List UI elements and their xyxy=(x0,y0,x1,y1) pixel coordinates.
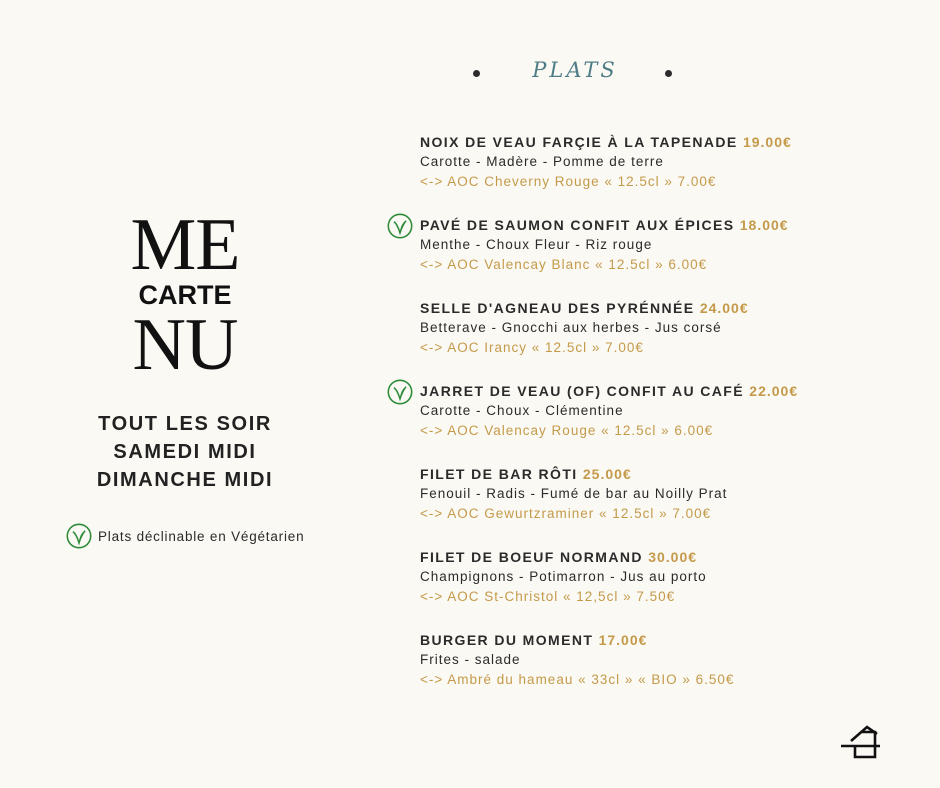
vegetarian-leaf-icon xyxy=(387,379,413,405)
dish-description: Frites - salade xyxy=(420,652,521,667)
vegetarian-leaf-icon xyxy=(66,523,92,549)
wine-pairing: <-> AOC Irancy « 12.5cl » 7.00€ xyxy=(420,340,644,355)
dish-name: PAVÉ DE SAUMON CONFIT AUX ÉPICES xyxy=(420,217,735,233)
dish-name: FILET DE BAR RÔTI xyxy=(420,466,578,482)
wine-pairing: <-> AOC Valencay Blanc « 12.5cl » 6.00€ xyxy=(420,257,708,272)
schedule xyxy=(60,410,310,494)
schedule-line: DIMANCHE MIDI xyxy=(96,469,274,491)
dish-title-line xyxy=(420,216,920,234)
wine-pairing: <-> AOC Valencay Rouge « 12.5cl » 6.00€ xyxy=(420,423,714,438)
dish-description: Carotte - Madère - Pomme de terre xyxy=(420,154,664,169)
logo-line-me: ME xyxy=(130,204,240,286)
dish-item xyxy=(420,548,920,631)
legend-text: Plats déclinable en Végétarien xyxy=(98,528,305,544)
dish-title-line xyxy=(420,133,920,151)
dish-name: JARRET DE VEAU (OF) CONFIT AU CAFÉ xyxy=(420,383,744,399)
dish-price: 25.00€ xyxy=(582,466,632,482)
wine-pairing: <-> Ambré du hameau « 33cl » « BIO » 6.50€ xyxy=(420,672,735,687)
dish-name: SELLE D'AGNEAU DES PYRÉNNÉE xyxy=(420,300,695,316)
dish-name: NOIX DE VEAU FARÇIE À LA TAPENADE xyxy=(420,134,738,150)
dish-title-line xyxy=(420,548,920,566)
section-title: PLATS xyxy=(532,58,618,82)
dish-name: BURGER DU MOMENT xyxy=(420,632,594,648)
wine-pairing: <-> AOC Cheverny Rouge « 12.5cl » 7.00€ xyxy=(420,174,717,189)
dish-title-line xyxy=(420,299,920,317)
dish-item xyxy=(420,465,920,548)
dish-title-line xyxy=(420,631,920,649)
dish-description: Fenouil - Radis - Fumé de bar au Noilly Prat xyxy=(420,486,728,501)
menu-logo xyxy=(110,204,260,386)
dish-item xyxy=(420,382,920,465)
dish-item xyxy=(420,133,920,216)
dish-price: 18.00€ xyxy=(739,217,789,233)
dish-price: 22.00€ xyxy=(749,383,799,399)
wine-pairing: <-> AOC Gewurtzraminer « 12.5cl » 7.00€ xyxy=(420,506,712,521)
dish-description: Carotte - Choux - Clémentine xyxy=(420,403,624,418)
dish-price: 17.00€ xyxy=(598,632,648,648)
dish-item xyxy=(420,631,920,714)
section-header xyxy=(470,58,680,88)
schedule-line: SAMEDI MIDI xyxy=(113,441,257,463)
home-icon[interactable] xyxy=(840,724,882,760)
wine-pairing: <-> AOC St-Christol « 12,5cl » 7.50€ xyxy=(420,589,676,604)
dish-description: Betterave - Gnocchi aux herbes - Jus corsé xyxy=(420,320,722,335)
dish-title-line xyxy=(420,382,920,400)
dish-price: 19.00€ xyxy=(742,134,792,150)
dish-list xyxy=(420,133,920,714)
dish-price: 30.00€ xyxy=(648,549,698,565)
vegetarian-leaf-icon xyxy=(387,213,413,239)
dish-name: FILET DE BOEUF NORMAND xyxy=(420,549,643,565)
vegetarian-legend xyxy=(66,521,304,551)
dish-item xyxy=(420,216,920,299)
dish-title-line xyxy=(420,465,920,483)
logo-line-nu: NU xyxy=(132,304,238,386)
dish-description: Menthe - Choux Fleur - Riz rouge xyxy=(420,237,653,252)
dish-price: 24.00€ xyxy=(699,300,749,316)
schedule-line: TOUT LES SOIR xyxy=(98,413,272,435)
bullet-dot-right xyxy=(665,70,672,77)
dish-description: Champignons - Potimarron - Jus au porto xyxy=(420,569,707,584)
dish-item xyxy=(420,299,920,382)
logo-line-carte: CARTE xyxy=(138,280,232,310)
